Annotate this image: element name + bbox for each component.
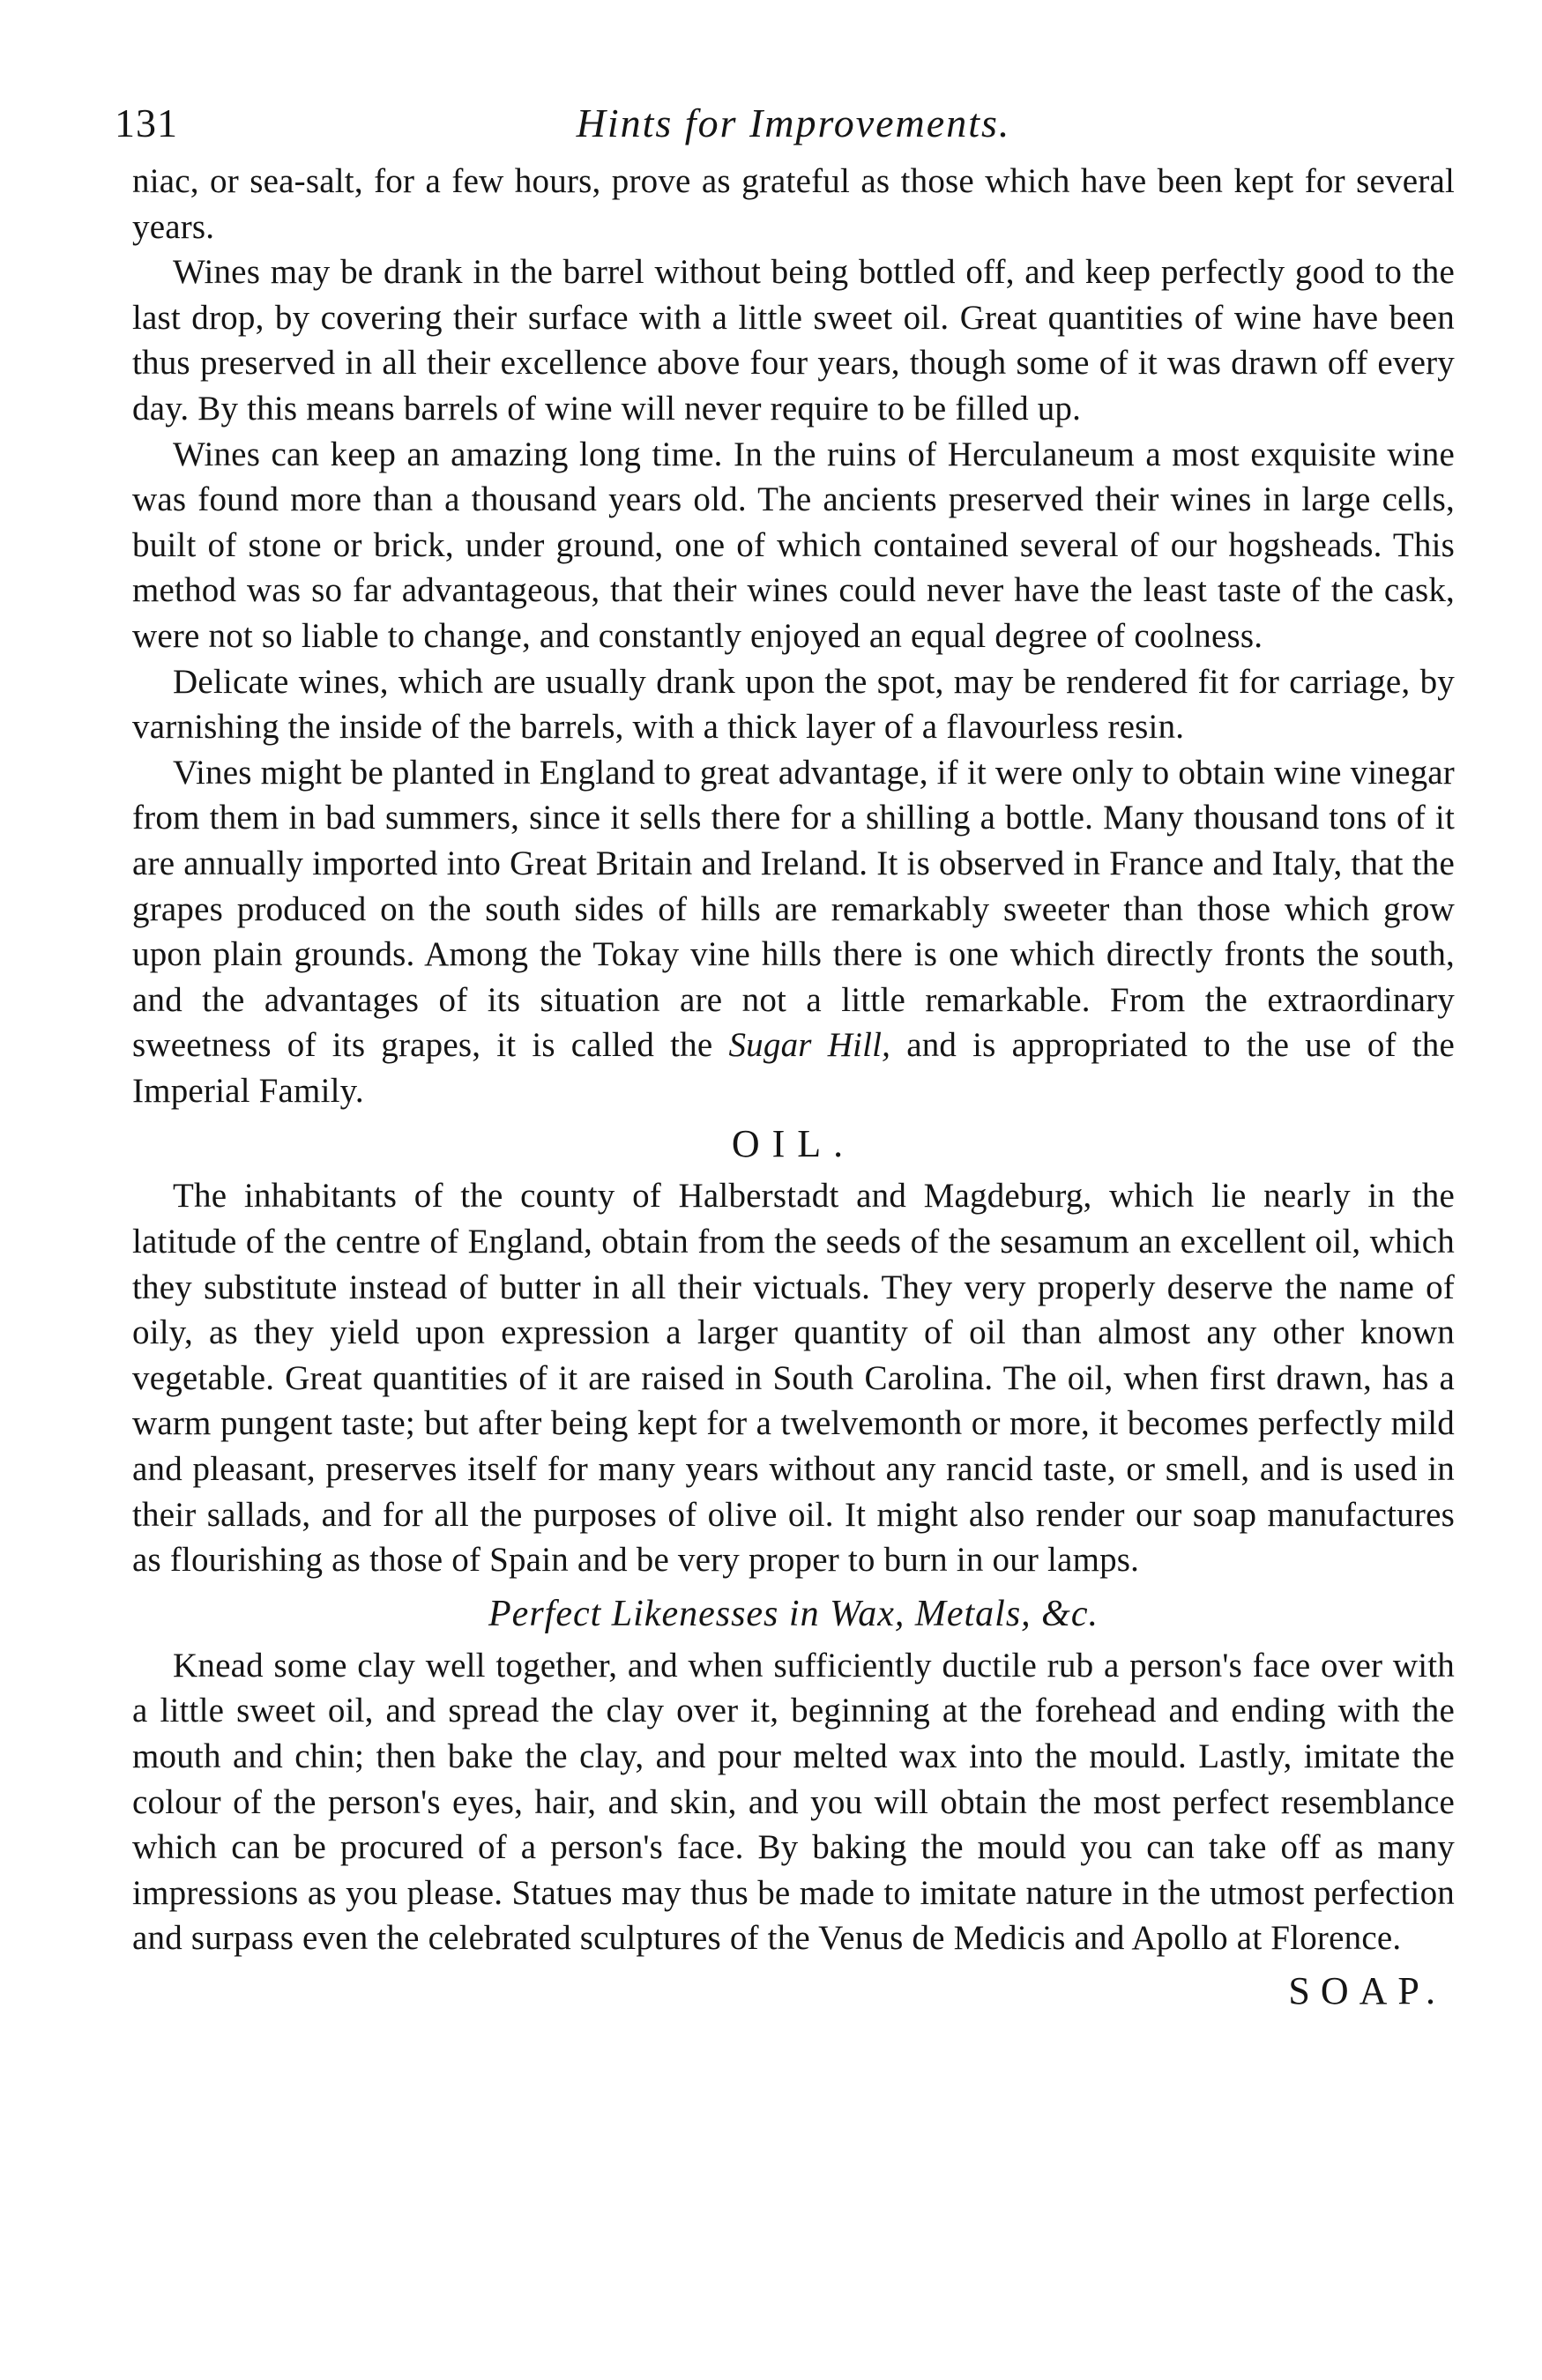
section-heading-likenesses: Perfect Likenesses in Wax, Metals, &c. (488, 1593, 1099, 1634)
paragraph-delicate-wines: Delicate wines, which are usually drank upon the spot, may be rendered fit for carriage, by varnishing the inside of the barrels, with a thick layer of a flavourless resin. (132, 662, 1455, 747)
sugar-hill-italic: Sugar Hill, (728, 1026, 891, 1065)
page-header (115, 97, 1455, 150)
paragraph-wines-oil-cover: Wines may be drank in the barrel without being bottled off, and keep perfectly good to the last drop, by covering their surface with a little sweet oil. Great quantities of wine have been thus preserved in all their excellence above four years, though some of it was drawn off every day. By this means barrels of wine will never require to be filled up. (132, 253, 1455, 428)
running-title: Hints for Improvements. (576, 100, 1011, 145)
vines-text-a: Vines might be planted in England to great advantage, if it were only to obtain wine vinegar from them in bad summers, since it sells there for a shilling a bottle. Many thousand tons of it are annually imported into Great Britain and Ireland. It is observed in France and Italy, that the grapes produced on the south sides of hills are remarkably sweeter than those which grow upon plain grounds. Among the Tokay vine hills there is one which directly fronts the south, and the advantages of its situation are not a little remarkable. From the extraordinary sweetness of its grapes, it is called the (132, 753, 1455, 1065)
paragraph-clay-mould: Knead some clay well together, and when sufficiently ductile rub a person's face over with a little sweet oil, and spread the clay over it, beginning at the forehead and ending with the mouth and chin; then bake the clay, and pour melted wax into the mould. Lastly, imitate the colour of the person's eyes, hair, and skin, and you will obtain the most perfect resemblance which can be procured of a person's face. By baking the mould you can take off as many impressions as you please. Statues may thus be made to imitate nature in the utmost perfection and surpass even the celebrated sculptures of the Venus de Medicis and Apollo at Florence. (132, 1646, 1455, 1958)
paragraph-vines-england (132, 750, 1455, 1114)
paragraph-sesamum-oil: The inhabitants of the county of Halberstadt and Magdeburg, which lie nearly in the latitude of the centre of England, obtain from the seeds of the sesamum an excellent oil, which they substitute instead of butter in all their victuals. They very properly deserve the name of oily, as they yield upon expression a larger quantity of oil than almost any other known vegetable. Great quantities of it are raised in South Carolina. The oil, when first drawn, has a warm pungent taste; but after being kept for a twelvemonth or more, it becomes perfectly mild and pleasant, preserves itself for many years without any rancid taste, or smell, and is used in their sallads, and for all the purposes of olive oil. It might also render our soap manufactures as flourishing as those of Spain and be very proper to burn in our lamps. (132, 1177, 1455, 1580)
page-number: 131 (115, 100, 178, 145)
book-page (115, 97, 1456, 2336)
vines-text-b: and is appropriated to the use of the Imperial Family. (132, 1026, 1456, 1110)
paragraph-resin-wine-end: niac, or sea-salt, for a few hours, prove as grateful as those which have been kept for several years. (132, 162, 1455, 246)
section-heading-oil: OIL. (731, 1122, 856, 1166)
catchword: SOAP. (1288, 1968, 1446, 2012)
paragraph-herculaneum: Wines can keep an amazing long time. In the ruins of Herculaneum a most exquisite wine was found more than a thousand years old. The ancients preserved their wines in large cells, built of stone or brick, under ground, one of which contained several of our hogsheads. This method was so far advantageous, that their wines could never have the least taste of the cask, were not so liable to change, and constantly enjoyed an equal degree of coolness. (132, 435, 1455, 655)
